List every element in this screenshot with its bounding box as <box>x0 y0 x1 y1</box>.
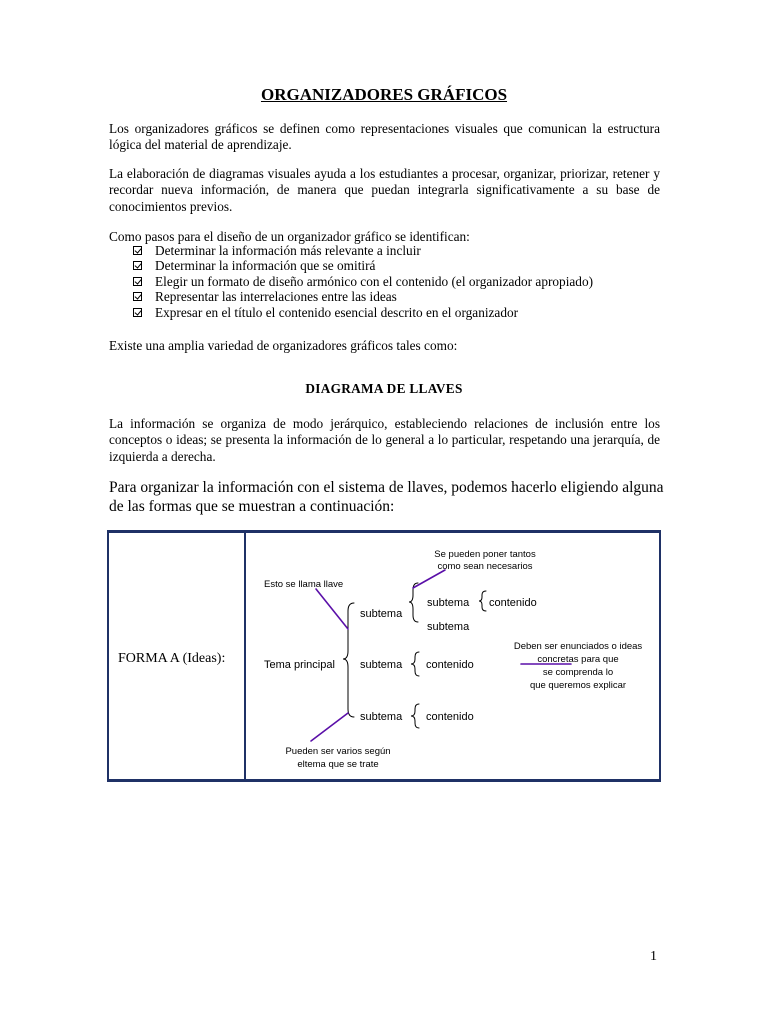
subtema-2-brace <box>411 652 419 676</box>
tema-principal-label: Tema principal <box>264 659 335 671</box>
intro-paragraph: Los organizadores gráficos se definen como representaciones visuales que comunican la estructura lógica del material de aprendizaje. <box>109 121 660 153</box>
llaves-diagram <box>248 533 659 779</box>
note-right-text-1: Deben ser enunciados o ideas <box>513 641 643 652</box>
note-top-text-1: Se pueden poner tantos <box>434 549 536 560</box>
forma-a-table <box>107 530 661 782</box>
steps-intro-paragraph: Como pasos para el diseño de un organizador gráfico se identifican: <box>109 229 470 244</box>
subtema-3-label: subtema <box>360 711 403 723</box>
section-heading: DIAGRAMA DE LLAVES <box>305 381 463 396</box>
note-top-text-2: como sean necesarios <box>437 561 533 572</box>
forma-a-label-cell <box>109 533 246 779</box>
note-right-text-2: concretas para que <box>537 654 619 665</box>
checkbox-icon <box>133 308 142 317</box>
note-top-line <box>413 570 445 588</box>
note-bottom-text-1: Pueden ser varios según <box>285 746 391 757</box>
steps-list <box>109 243 593 320</box>
sub-subtema-2-label: subtema <box>427 621 470 633</box>
subtema-3-brace <box>411 704 419 728</box>
note-right-text-4: que queremos explicar <box>529 680 627 691</box>
subtema-2-label: subtema <box>360 659 403 671</box>
note-bottom-line <box>311 713 348 741</box>
checkbox-icon <box>133 277 142 286</box>
subtema-1-label: subtema <box>360 608 403 620</box>
contenido-1-label: contenido <box>489 597 537 609</box>
note-bottom-text-2: eltema que se trate <box>297 759 379 770</box>
note-llave-text: Esto se llama llave <box>264 579 344 590</box>
llaves-description: La información se organiza de modo jerárquico, estableciendo relaciones de inclusión entre los conceptos o ideas; se presenta la información de lo general a lo particular, respetando una jerarquía, de izquierda a derecha. <box>109 416 660 464</box>
sub-subtema-1-label: subtema <box>427 597 470 609</box>
contenido-2-label: contenido <box>426 659 474 671</box>
list-item: Elegir un formato de diseño armónico con el contenido (el organizador apropiado) <box>109 274 593 289</box>
note-right-text-3: se comprenda lo <box>542 667 614 678</box>
list-item: Representar las interrelaciones entre las ideas <box>109 289 593 304</box>
checkbox-icon <box>133 261 142 270</box>
variety-paragraph: Existe una amplia variedad de organizadores gráficos tales como: <box>109 338 458 353</box>
page-title: ORGANIZADORES GRÁFICOS <box>260 85 508 104</box>
page-number: 1 <box>650 949 657 964</box>
list-item: Determinar la información que se omitirá <box>109 258 593 273</box>
checkbox-icon <box>133 246 142 255</box>
forma-a-label: FORMA A (Ideas): <box>118 651 226 666</box>
contenido-3-label: contenido <box>426 711 474 723</box>
list-item: Determinar la información más relevante a incluir <box>109 243 593 258</box>
main-brace <box>343 603 354 717</box>
checkbox-icon <box>133 292 142 301</box>
llaves-forms-paragraph: Para organizar la información con el sistema de llaves, podemos hacerlo eligiendo alguna de las formas que se muestran a continuación: <box>109 479 664 515</box>
elaboration-paragraph: La elaboración de diagramas visuales ayuda a los estudiantes a procesar, organizar, priorizar, retener y recordar nueva información, de manera que puedan integrarla significativamente a su base de conocimientos previos. <box>109 166 660 214</box>
sub-subtema-brace <box>479 591 486 611</box>
note-llave-line <box>316 589 348 629</box>
subtema-1-brace <box>409 583 418 622</box>
list-item: Expresar en el título el contenido esencial descrito en el organizador <box>109 305 593 320</box>
